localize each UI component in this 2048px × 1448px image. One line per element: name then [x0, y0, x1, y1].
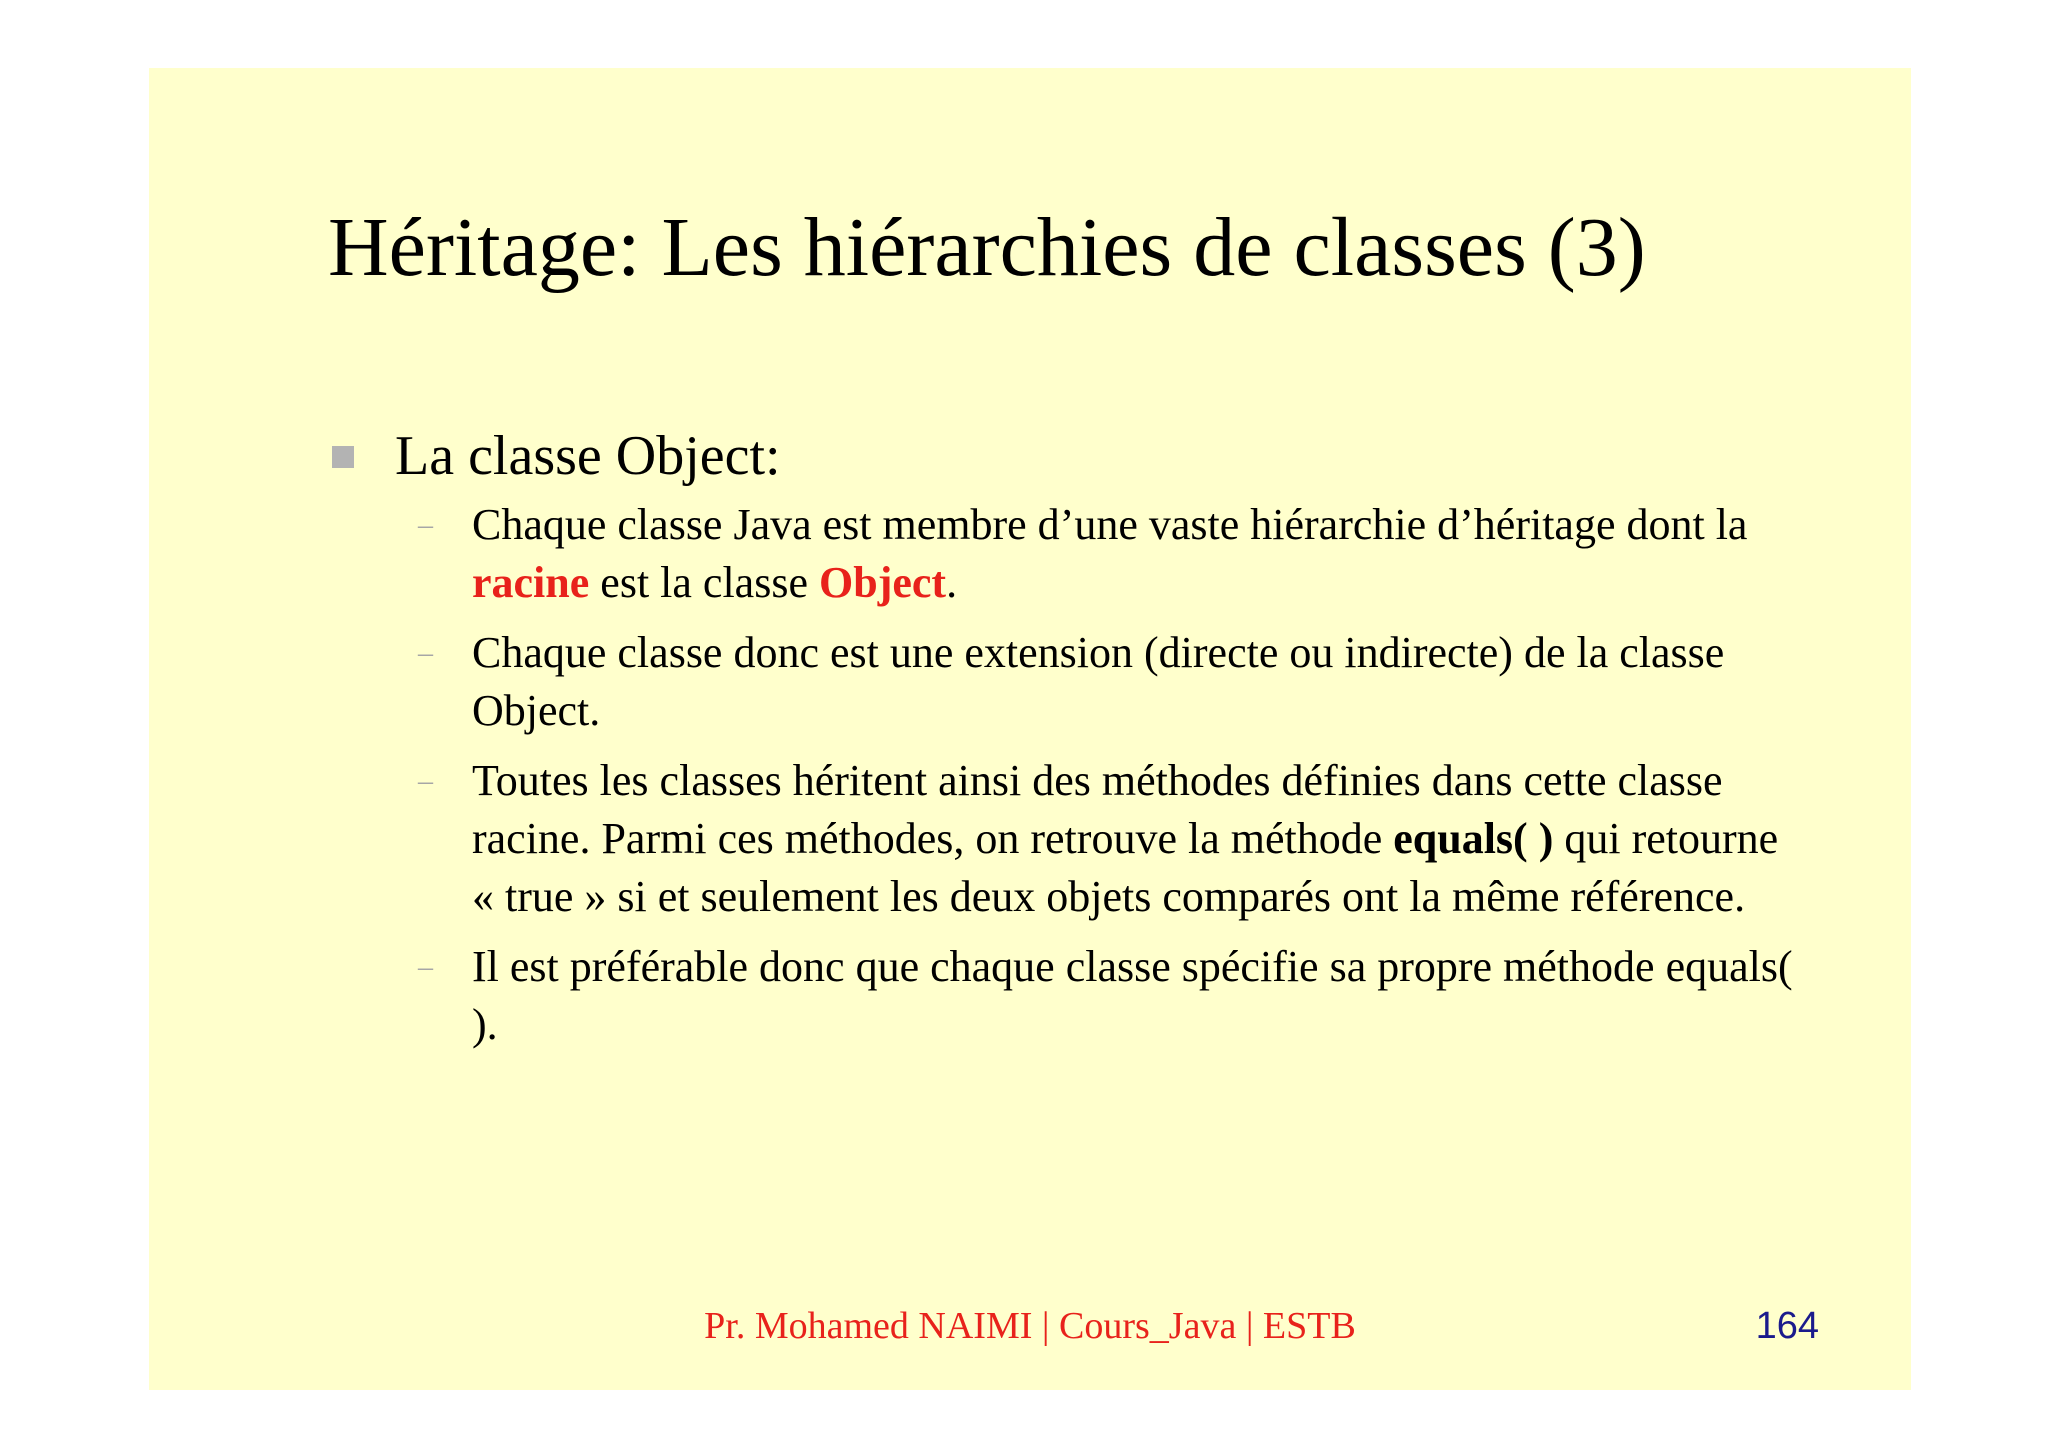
sub-bullet-text: est la classe [589, 558, 819, 607]
sub-bullet-list [328, 496, 1808, 1054]
sub-bullet-item [328, 624, 1808, 740]
page-number: 164 [1755, 1305, 1819, 1347]
highlight-racine: racine [472, 558, 590, 607]
highlight-object: Object [819, 558, 947, 607]
sub-bullet-text: Chaque classe Java est membre d’une vaste hiérarchie d’héritage dont la [472, 500, 1748, 549]
dash-bullet-icon: – [418, 950, 433, 983]
sub-bullet-text: . [946, 558, 958, 607]
dash-bullet-icon: – [418, 764, 433, 797]
dash-bullet-icon: – [418, 508, 433, 541]
slide-title: Héritage: Les hiérarchies de classes (3) [328, 201, 1646, 294]
sub-bullet-item [328, 496, 1808, 612]
bold-equals: equals( ) [1393, 814, 1554, 863]
slide [149, 68, 1911, 1390]
sub-bullet-item [328, 938, 1808, 1054]
slide-footer: Pr. Mohamed NAIMI | Cours_Java | ESTB [704, 1305, 1356, 1347]
slide-content [328, 422, 1808, 1066]
square-bullet-icon [332, 446, 354, 468]
sub-bullet-text: Toutes les classes héritent ainsi des méthodes définies dans cette classe racine. Parmi ces méthodes, on retrouve la méthode [472, 756, 1723, 863]
bullet-item [328, 422, 1808, 490]
sub-bullet-text: Il est préférable donc que chaque classe spécifie sa propre méthode equals( ). [472, 942, 1793, 1049]
bullet-label: La classe Object: [395, 425, 781, 487]
sub-bullet-text: Chaque classe donc est une extension (directe ou indirecte) de la classe Object. [472, 628, 1725, 735]
sub-bullet-item [328, 752, 1808, 926]
sub-bullet-text: qui retourne « true » si et seulement les deux objets comparés ont la même référence. [472, 814, 1779, 921]
dash-bullet-icon: – [418, 636, 433, 669]
